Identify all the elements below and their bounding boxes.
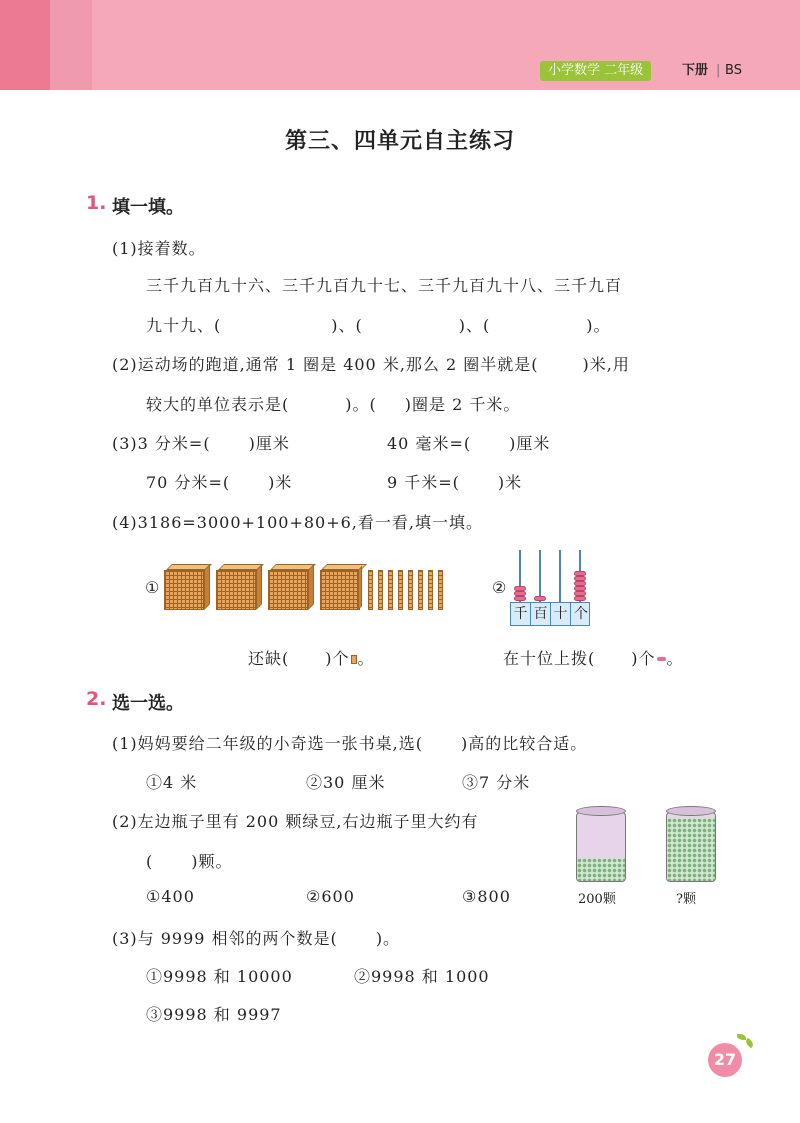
q1-3-b xyxy=(387,431,550,454)
ten-rod xyxy=(408,570,413,610)
ten-rod xyxy=(428,570,433,610)
abacus-bead xyxy=(574,596,586,601)
abacus-bead xyxy=(574,591,586,596)
jar-lid xyxy=(666,806,716,816)
page-title: 第三、四单元自主练习 xyxy=(284,129,515,154)
text-segment: 。 xyxy=(666,649,684,668)
abacus-label-thousands: 千 xyxy=(511,603,531,625)
text-segment: )厘米 xyxy=(248,434,290,453)
abacus-bead xyxy=(514,596,526,601)
thousand-cube xyxy=(216,570,256,610)
q2-1-option-3[interactable]: ③7 分米 xyxy=(462,773,531,792)
text-segment: (3)3 分米=( xyxy=(112,434,211,453)
cube-side xyxy=(204,564,210,610)
text-segment: )。 xyxy=(586,316,611,335)
q2-2-option-1[interactable]: ①400 xyxy=(146,887,195,906)
subject-grade-badge: 小学数学 二年级 xyxy=(540,61,651,81)
q2-2-stem: (2)左边瓶子里有 200 颗绿豆,右边瓶子里大约有 xyxy=(112,812,479,831)
abacus-bead xyxy=(574,586,586,591)
abacus-bead xyxy=(574,581,586,586)
q2-1-option-1[interactable]: ①4 米 xyxy=(146,773,198,792)
ten-rod xyxy=(418,570,423,610)
text-segment: 九十九、( xyxy=(146,316,222,335)
section-2-title: 选一选。 xyxy=(112,693,184,714)
text-segment: 较大的单位表示是( xyxy=(146,395,290,414)
leaf-icon xyxy=(744,1038,755,1048)
edition-label: BS xyxy=(725,63,742,78)
q2-3-option-2[interactable]: ②9998 和 1000 xyxy=(354,967,490,986)
q2-2-option-3[interactable]: ③800 xyxy=(462,887,511,906)
text-segment: (1)妈妈要给二年级的小奇选一张书桌,选( xyxy=(112,734,423,753)
jar-right-label: ?颗 xyxy=(676,892,696,907)
q2-1-stem xyxy=(112,731,587,754)
q2-3-stem xyxy=(112,926,400,949)
jar-lid xyxy=(576,806,626,816)
abacus-wire-tens xyxy=(559,550,561,602)
q1-1-label: (1)接着数。 xyxy=(112,239,206,258)
thousand-cube xyxy=(164,570,204,610)
text-segment: (3)与 9999 相邻的两个数是( xyxy=(112,929,338,948)
thousand-cube xyxy=(268,570,308,610)
q1-3-a xyxy=(112,431,290,454)
abacus-bead xyxy=(514,591,526,596)
abacus-label-ones: 个 xyxy=(574,606,588,622)
page-header xyxy=(0,0,800,90)
text-segment: (2)运动场的跑道,通常 1 圈是 400 米,那么 2 圈半就是( xyxy=(112,355,539,374)
ten-rod xyxy=(368,570,373,610)
text-segment: )高的比较合适。 xyxy=(461,734,588,753)
volume-label: 下册 xyxy=(682,63,709,78)
section-2-number: 2. xyxy=(86,688,107,710)
header-separator: | xyxy=(716,63,721,78)
jar-left-label: 200颗 xyxy=(578,892,616,907)
q2-3-option-3[interactable]: ③9998 和 9997 xyxy=(146,1005,282,1024)
text-segment: )个 xyxy=(325,649,350,668)
text-segment: 40 毫米=( xyxy=(387,434,472,453)
q1-2-line1 xyxy=(112,352,630,375)
abacus-bead xyxy=(574,576,586,581)
text-segment: )米 xyxy=(497,473,523,492)
header-tab-decoration xyxy=(50,0,92,90)
figure-1-caption xyxy=(248,646,375,669)
abacus-label-hundreds: 百 xyxy=(531,603,551,625)
figure-2-marker: ② xyxy=(492,578,508,597)
unit-cube-icon xyxy=(351,655,357,664)
q2-2-stem-2 xyxy=(146,849,233,872)
header-tab-decoration xyxy=(0,0,50,90)
abacus-bead xyxy=(514,586,526,591)
cube-side xyxy=(308,564,314,610)
text-segment: )米 xyxy=(268,473,293,492)
abacus-bead xyxy=(534,596,546,601)
text-segment: 在十位上拨( xyxy=(503,649,596,668)
text-segment: )厘米 xyxy=(509,434,551,453)
q2-3-option-1[interactable]: ①9998 和 10000 xyxy=(146,967,293,986)
abacus-bead xyxy=(574,571,586,576)
text-segment: )米,用 xyxy=(582,355,630,374)
cube-side xyxy=(256,564,262,610)
q1-3-c xyxy=(146,470,292,493)
q2-1-option-2[interactable]: ②30 厘米 xyxy=(306,773,386,792)
text-segment: )圈是 2 千米。 xyxy=(404,395,521,414)
text-segment: )、( xyxy=(458,316,491,335)
text-segment: 9 千米=( xyxy=(387,473,460,492)
text-segment: )个 xyxy=(631,649,656,668)
abacus-label-tens: 十 xyxy=(551,603,571,625)
q1-4-label: (4)3186=3000+100+80+6,看一看,填一填。 xyxy=(112,513,483,532)
q1-1-line2 xyxy=(146,313,611,336)
abacus-place-labels xyxy=(510,602,590,626)
q2-2-option-2[interactable]: ②600 xyxy=(306,887,355,906)
ten-rod xyxy=(388,570,393,610)
text-segment: 70 分米=( xyxy=(146,473,231,492)
text-segment: )颗。 xyxy=(191,852,233,871)
page-number: 27 xyxy=(708,1043,742,1077)
leaf-icon xyxy=(737,1034,746,1040)
beans-small xyxy=(577,858,625,881)
hundred-flat-side xyxy=(358,566,362,610)
text-segment: )。( xyxy=(345,395,377,414)
abacus-wire-hundreds xyxy=(539,550,541,602)
section-1-number: 1. xyxy=(86,192,107,214)
text-segment: 还缺( xyxy=(248,649,290,668)
figure-1-marker: ① xyxy=(145,578,161,597)
section-1-title: 填一填。 xyxy=(112,197,184,218)
q1-1-line1: 三千九百九十六、三千九百九十七、三千九百九十八、三千九百 xyxy=(146,276,623,295)
ten-rod xyxy=(438,570,443,610)
text-segment: )、( xyxy=(331,316,363,335)
q1-2-line2 xyxy=(146,392,520,415)
q1-3-d xyxy=(387,470,522,493)
ten-rod xyxy=(378,570,383,610)
hundred-flat xyxy=(320,570,360,610)
ten-rod xyxy=(398,570,403,610)
text-segment: ( xyxy=(146,852,154,871)
beans-full xyxy=(667,818,715,881)
text-segment: )。 xyxy=(375,929,401,948)
figure-2-caption xyxy=(503,646,684,669)
bead-icon xyxy=(657,657,666,661)
text-segment: 。 xyxy=(357,649,375,668)
